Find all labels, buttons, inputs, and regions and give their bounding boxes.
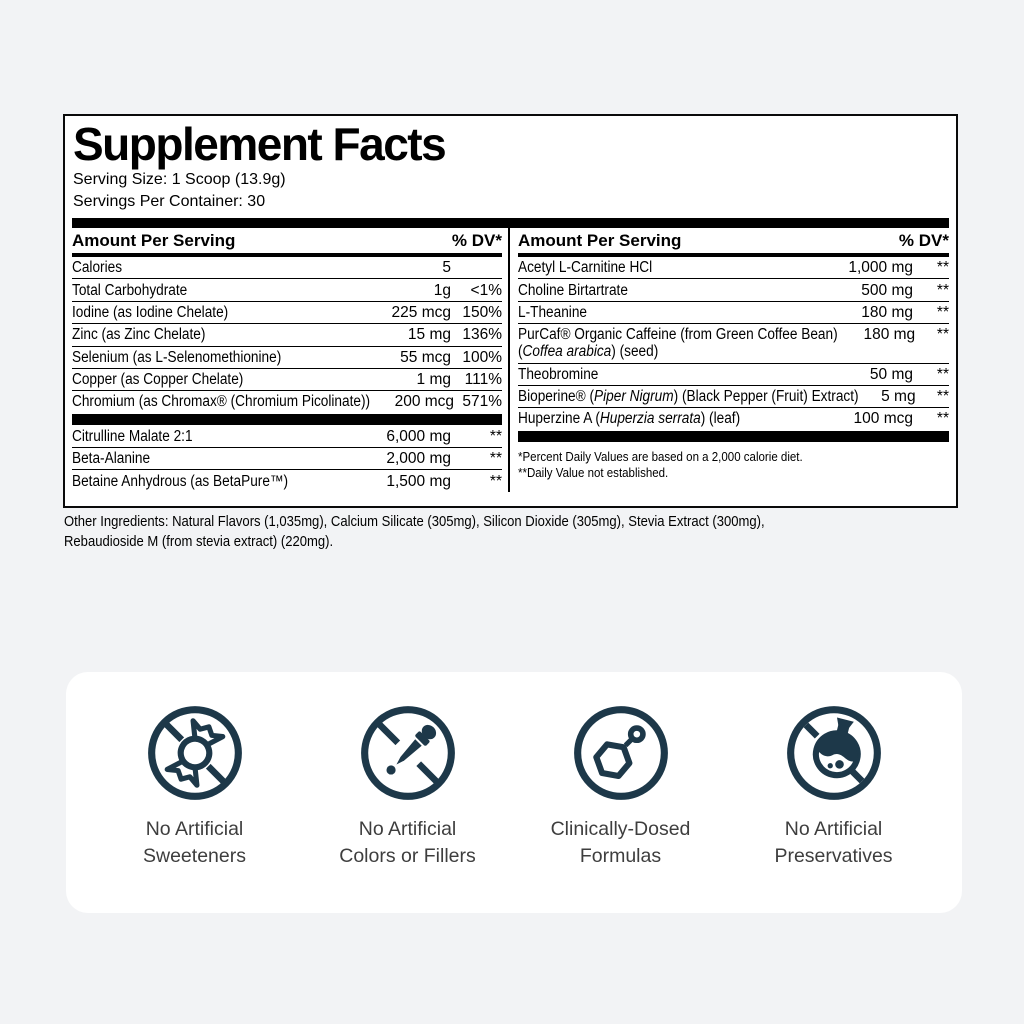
- row-amount: 5: [442, 259, 451, 277]
- row-name: [518, 366, 870, 383]
- row-amount: 55 mcg: [400, 348, 451, 366]
- section-divider-bar: [72, 414, 502, 425]
- row-name: [72, 473, 386, 490]
- table-row: [518, 324, 949, 363]
- row-dv: **: [936, 259, 949, 277]
- table-row: [72, 347, 502, 369]
- table-row: [518, 386, 949, 408]
- row-amount: 1g: [433, 281, 451, 299]
- row-name: [72, 304, 392, 321]
- row-name: [72, 371, 417, 388]
- row-dv: **: [936, 281, 949, 299]
- row-amount: 200 mcg: [394, 393, 455, 411]
- badge-label: Clinically-Dosed Formulas: [550, 818, 691, 867]
- row-amount: 180 mg: [861, 303, 913, 321]
- table-row: [72, 391, 502, 412]
- row-name-line: Total Carbohydrate: [72, 281, 188, 299]
- footnote: **Daily Value not established.: [518, 465, 669, 481]
- column-header-label: Amount Per Serving: [72, 230, 236, 250]
- row-name: [518, 304, 861, 321]
- row-name: [72, 326, 408, 343]
- column-header: [518, 228, 949, 253]
- clinically-dosed-icon: [570, 702, 672, 804]
- row-name: [518, 259, 848, 276]
- other-ingredients-line: Other Ingredients: Natural Flavors (1,035mg), Calcium Silicate (305mg), Silicon Dioxide (305mg), Stevia Extract (300mg),: [64, 513, 765, 530]
- row-name: [72, 450, 386, 467]
- row-amount: 50 mg: [869, 365, 913, 383]
- badge-label: No Artificial Preservatives: [774, 818, 893, 867]
- facts-table: [72, 228, 949, 492]
- row-dv: **: [936, 410, 949, 428]
- table-row: [518, 257, 949, 279]
- facts-section: [518, 257, 949, 430]
- row-dv: **: [489, 427, 502, 445]
- row-name-line: Beta-Alanine: [72, 450, 151, 468]
- row-amount: 1,500 mg: [386, 472, 451, 490]
- row-dv: **: [489, 472, 502, 490]
- row-dv: **: [489, 450, 502, 468]
- row-amount: 15 mg: [407, 326, 451, 344]
- row-name-line: PurCaf® Organic Caffeine (from Green Coffee Bean): [518, 326, 838, 344]
- footnote: *Percent Daily Values are based on a 2,000 calorie diet.: [518, 448, 803, 464]
- row-dv: 100%: [462, 348, 502, 366]
- row-name: [72, 428, 386, 445]
- no-artificial-colors-icon: [357, 702, 459, 804]
- row-name: [72, 259, 442, 276]
- badge-row: [66, 672, 962, 870]
- row-name: [518, 282, 861, 299]
- other-ingredients-line: Rebaudioside M (from stevia extract) (220mg).: [64, 532, 334, 550]
- row-name-line: Iodine (as Iodine Chelate): [72, 303, 229, 321]
- row-name: [518, 410, 854, 427]
- column-header-label: Amount Per Serving: [518, 230, 682, 250]
- row-name: [72, 282, 434, 299]
- row-dv: **: [936, 326, 949, 344]
- badge-no-artificial-sweeteners: [88, 702, 301, 870]
- row-dv: **: [936, 303, 949, 321]
- row-name-line: L-Theanine: [518, 303, 588, 321]
- table-row: [72, 324, 502, 346]
- row-name-line: Choline Birtartrate: [518, 281, 628, 299]
- badge-no-artificial-colors: [301, 702, 514, 870]
- row-amount: 6,000 mg: [386, 427, 451, 445]
- footnotes: [518, 443, 949, 482]
- other-ingredients: [64, 512, 1004, 551]
- table-row: [72, 302, 502, 324]
- section-divider-bar: [518, 431, 949, 442]
- facts-column-left: [72, 228, 510, 492]
- table-row: [72, 470, 502, 491]
- facts-column-right: [510, 228, 949, 492]
- badge-clinically-dosed: [514, 702, 727, 870]
- badge-no-artificial-preservatives: [727, 702, 940, 870]
- row-name: [518, 388, 881, 405]
- row-amount: 1,000 mg: [848, 259, 913, 277]
- row-dv: 150%: [462, 303, 502, 321]
- serving-size: Serving Size: 1 Scoop (13.9g): [73, 171, 286, 188]
- row-amount: 1 mg: [416, 371, 451, 389]
- row-name-line: (Coffea arabica) (seed): [518, 343, 659, 361]
- row-amount: 500 mg: [861, 281, 913, 299]
- row-name-line: Citrulline Malate 2:1: [72, 427, 193, 445]
- servings-per-container: Servings Per Container: 30: [73, 193, 266, 210]
- facts-section: [72, 257, 502, 413]
- row-name: [72, 393, 395, 410]
- row-dv: **: [936, 388, 949, 406]
- row-dv: **: [936, 365, 949, 383]
- table-row: [72, 369, 502, 391]
- row-amount: 5 mg: [881, 388, 916, 406]
- row-name-line: Betaine Anhydrous (as BetaPure™): [72, 472, 289, 490]
- facts-section: [72, 426, 502, 492]
- features-card: [66, 672, 962, 913]
- row-amount: 180 mg: [863, 326, 916, 344]
- row-name-line: Copper (as Copper Chelate): [72, 371, 244, 389]
- thick-divider-bar: [72, 218, 949, 228]
- column-header-dv: % DV*: [898, 230, 949, 250]
- row-name-line: Calories: [72, 259, 123, 277]
- row-name-line: Huperzine A (Huperzia serrata) (leaf): [518, 410, 741, 428]
- row-name: [518, 326, 863, 360]
- row-dv: 136%: [462, 326, 502, 344]
- table-row: [72, 257, 502, 279]
- table-row: [518, 302, 949, 324]
- column-header: [72, 228, 502, 253]
- row-name: [72, 349, 400, 366]
- no-artificial-sweeteners-icon: [144, 702, 246, 804]
- table-row: [72, 448, 502, 470]
- row-name-line: Bioperine® (Piper Nigrum) (Black Pepper (Fruit) Extract): [518, 388, 859, 406]
- table-row: [518, 364, 949, 386]
- table-row: [518, 408, 949, 429]
- row-amount: 2,000 mg: [386, 450, 451, 468]
- row-dv: <1%: [470, 281, 502, 299]
- row-amount: 100 mcg: [853, 410, 913, 428]
- row-name-line: Zinc (as Zinc Chelate): [72, 326, 206, 344]
- supplement-facts-panel: [63, 114, 958, 508]
- column-header-dv: % DV*: [451, 230, 502, 250]
- row-name-line: Theobromine: [518, 365, 599, 383]
- row-name-line: Selenium (as L-Selenomethionine): [72, 348, 282, 366]
- badge-label: No Artificial Colors or Fillers: [339, 818, 476, 867]
- table-row: [518, 279, 949, 301]
- row-name-line: Chromium (as Chromax® (Chromium Picolinate)): [72, 393, 371, 411]
- row-dv: 111%: [464, 371, 502, 389]
- row-dv: 571%: [462, 393, 502, 411]
- badge-label: No Artificial Sweeteners: [143, 818, 246, 867]
- row-amount: 225 mcg: [391, 303, 451, 321]
- no-artificial-preservatives-icon: [783, 702, 885, 804]
- row-name-line: Acetyl L-Carnitine HCl: [518, 259, 653, 277]
- panel-title: Supplement Facts: [73, 118, 446, 170]
- table-row: [72, 426, 502, 448]
- table-row: [72, 279, 502, 301]
- panel-header: [72, 116, 949, 213]
